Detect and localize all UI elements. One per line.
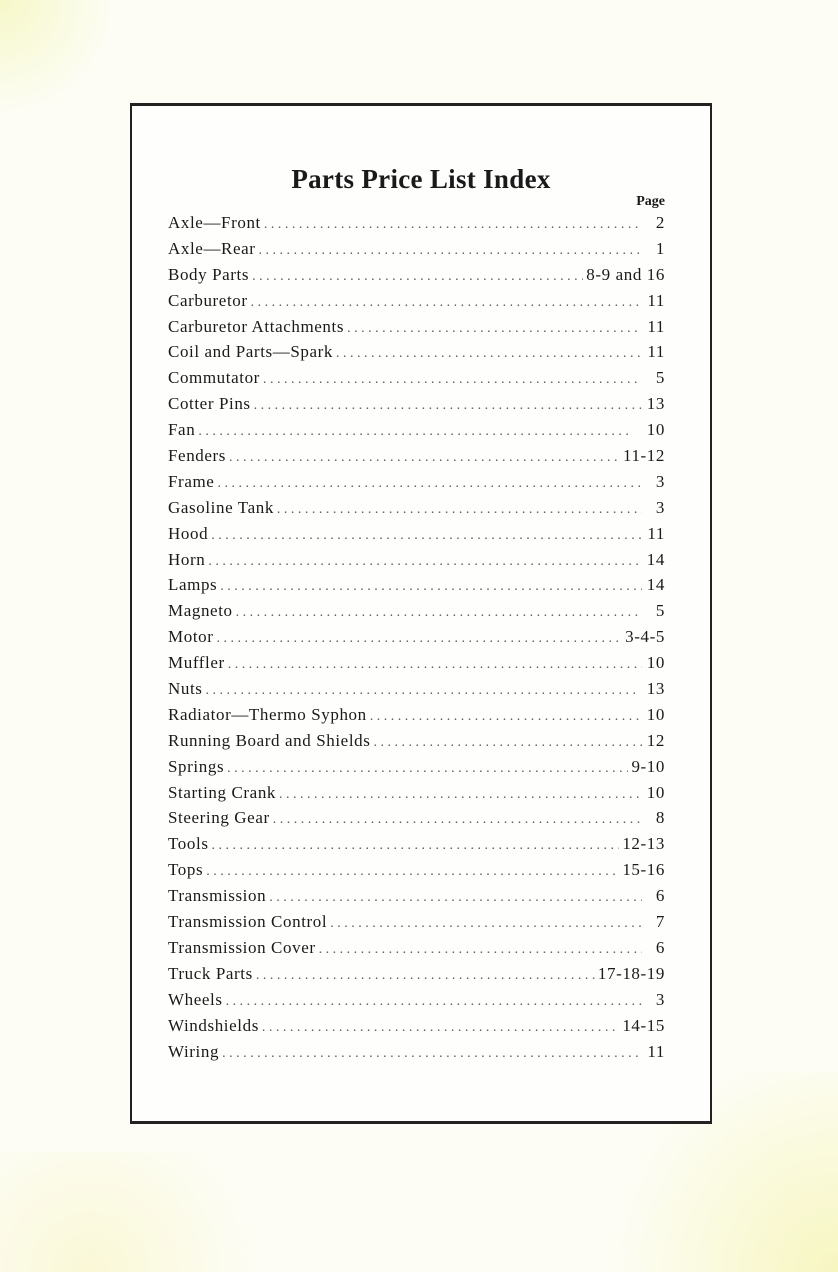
index-entry: [168, 886, 665, 912]
index-entry: [168, 239, 665, 265]
index-entry: [168, 860, 665, 886]
entry-name: Hood: [168, 523, 209, 543]
entry-name: Transmission Cover: [168, 937, 316, 957]
index-entry: [168, 964, 665, 990]
dot-leader: [330, 916, 642, 932]
index-entry: [168, 1042, 665, 1068]
entry-name: Body Parts: [168, 264, 250, 284]
entry-name: Gasoline Tank: [168, 497, 274, 517]
entry-page: 6: [655, 937, 665, 957]
dot-leader: [273, 812, 642, 828]
index-entry: [168, 575, 665, 601]
dot-leader: [212, 838, 620, 854]
entry-page: 7: [655, 912, 665, 932]
index-entry: [168, 912, 665, 938]
dot-leader: [226, 994, 642, 1010]
dot-leader: [259, 243, 642, 259]
entry-page: 15-16: [622, 860, 665, 880]
index-frame: [130, 103, 712, 1124]
index-entry: [168, 653, 665, 679]
entry-page: 3: [655, 497, 665, 517]
index-entry: [168, 291, 665, 317]
dot-leader: [229, 450, 620, 466]
dot-leader: [263, 372, 642, 388]
entry-name: Steering Gear: [168, 808, 270, 828]
index-entry: [168, 731, 665, 757]
dot-leader: [211, 528, 642, 544]
dot-leader: [254, 398, 642, 414]
entry-page: 14-15: [622, 1015, 665, 1035]
index-entry: [168, 265, 665, 291]
entry-name: Cotter Pins: [168, 394, 251, 414]
entry-name: Axle—Front: [168, 213, 261, 232]
index-entry: [168, 550, 665, 576]
entry-name: Transmission: [168, 886, 267, 906]
entry-name: Carburetor Attachments: [168, 316, 345, 336]
entry-page: 13: [646, 394, 665, 414]
index-entry: [168, 783, 665, 809]
dot-leader: [347, 321, 642, 337]
dot-leader: [228, 657, 642, 673]
dot-leader: [279, 787, 642, 803]
entry-page: 17-18-19: [597, 963, 665, 983]
dot-leader: [198, 424, 642, 440]
index-entry: [168, 498, 665, 524]
entry-page: 3-4-5: [625, 627, 665, 647]
index-entry: [168, 834, 665, 860]
entry-name: Tops: [168, 860, 204, 880]
entry-name: Motor: [168, 627, 214, 647]
entry-page: 11: [647, 290, 665, 310]
dot-leader: [220, 579, 642, 595]
paper-tint: [0, 0, 120, 120]
index-entry: [168, 524, 665, 550]
entry-page: 11: [647, 316, 665, 336]
dot-leader: [373, 735, 642, 751]
entry-page: 10: [646, 782, 665, 802]
index-entry: [168, 213, 665, 239]
index-entry: [168, 394, 665, 420]
entry-page: 5: [655, 601, 665, 621]
entry-page: 14: [646, 549, 665, 569]
index-entry: [168, 317, 665, 343]
index-entry: [168, 420, 665, 446]
entry-name: Fan: [168, 420, 196, 440]
dot-leader: [251, 295, 642, 311]
entry-name: Wiring: [168, 1041, 220, 1061]
dot-leader: [264, 217, 642, 233]
paper-tint: [0, 1152, 300, 1272]
entry-name: Magneto: [168, 601, 233, 621]
dot-leader: [262, 1020, 619, 1036]
entry-page: 3: [655, 471, 665, 491]
index-entry: [168, 1016, 665, 1042]
entry-name: Axle—Rear: [168, 238, 256, 258]
dot-leader: [217, 476, 642, 492]
index-entry: [168, 342, 665, 368]
dot-leader: [222, 1046, 642, 1062]
index-entry: [168, 757, 665, 783]
entry-page: 6: [655, 886, 665, 906]
entry-page: 8-9 and 16: [586, 264, 665, 284]
index-entry: [168, 938, 665, 964]
dot-leader: [236, 605, 642, 621]
entry-page: 12: [646, 730, 665, 750]
entry-page: 1: [655, 238, 665, 258]
index-list: [168, 213, 665, 1067]
entry-name: Coil and Parts—Spark: [168, 342, 333, 362]
entry-name: Horn: [168, 549, 206, 569]
entry-name: Running Board and Shields: [168, 730, 371, 750]
entry-page: 3: [655, 989, 665, 1009]
dot-leader: [319, 942, 642, 958]
entry-page: 10: [646, 420, 665, 440]
entry-name: Carburetor: [168, 290, 248, 310]
entry-page: 14: [646, 575, 665, 595]
entry-name: Truck Parts: [168, 963, 253, 983]
entry-page: 12-13: [622, 834, 665, 854]
dot-leader: [269, 890, 642, 906]
dot-leader: [206, 864, 619, 880]
dot-leader: [227, 761, 628, 777]
entry-page: 11: [647, 342, 665, 362]
entry-page: 5: [655, 368, 665, 388]
index-entry: [168, 808, 665, 834]
index-entry: [168, 446, 665, 472]
entry-name: Windshields: [168, 1015, 259, 1035]
entry-page: 8: [655, 808, 665, 828]
index-entry: [168, 990, 665, 1016]
dot-leader: [370, 709, 642, 725]
index-entry: [168, 601, 665, 627]
entry-name: Frame: [168, 471, 215, 491]
entry-page: 2: [655, 213, 665, 232]
dot-leader: [256, 968, 595, 984]
entry-name: Transmission Control: [168, 912, 328, 932]
dot-leader: [217, 631, 623, 647]
entry-name: Starting Crank: [168, 782, 277, 802]
entry-page: 13: [646, 679, 665, 699]
entry-name: Commutator: [168, 368, 260, 388]
entry-page: 10: [646, 653, 665, 673]
entry-name: Wheels: [168, 989, 223, 1009]
entry-name: Muffler: [168, 653, 225, 673]
dot-leader: [336, 346, 642, 362]
dot-leader: [208, 554, 642, 570]
index-entry: [168, 368, 665, 394]
index-entry: [168, 679, 665, 705]
entry-name: Nuts: [168, 679, 203, 699]
entry-name: Tools: [168, 834, 209, 854]
dot-leader: [206, 683, 642, 699]
entry-page: 11-12: [622, 446, 665, 466]
index-entry: [168, 627, 665, 653]
entry-page: 11: [647, 1041, 665, 1061]
entry-name: Springs: [168, 756, 225, 776]
index-entry: [168, 705, 665, 731]
dot-leader: [252, 269, 583, 285]
page-column-header: Page: [636, 194, 665, 209]
entry-name: Lamps: [168, 575, 218, 595]
entry-page: 9-10: [631, 756, 665, 776]
entry-page: 10: [646, 704, 665, 724]
entry-name: Fenders: [168, 446, 227, 466]
page-title: Parts Price List Index: [291, 164, 551, 194]
entry-page: 11: [647, 523, 665, 543]
dot-leader: [277, 502, 642, 518]
entry-name: Radiator—Thermo Syphon: [168, 704, 367, 724]
index-entry: [168, 472, 665, 498]
